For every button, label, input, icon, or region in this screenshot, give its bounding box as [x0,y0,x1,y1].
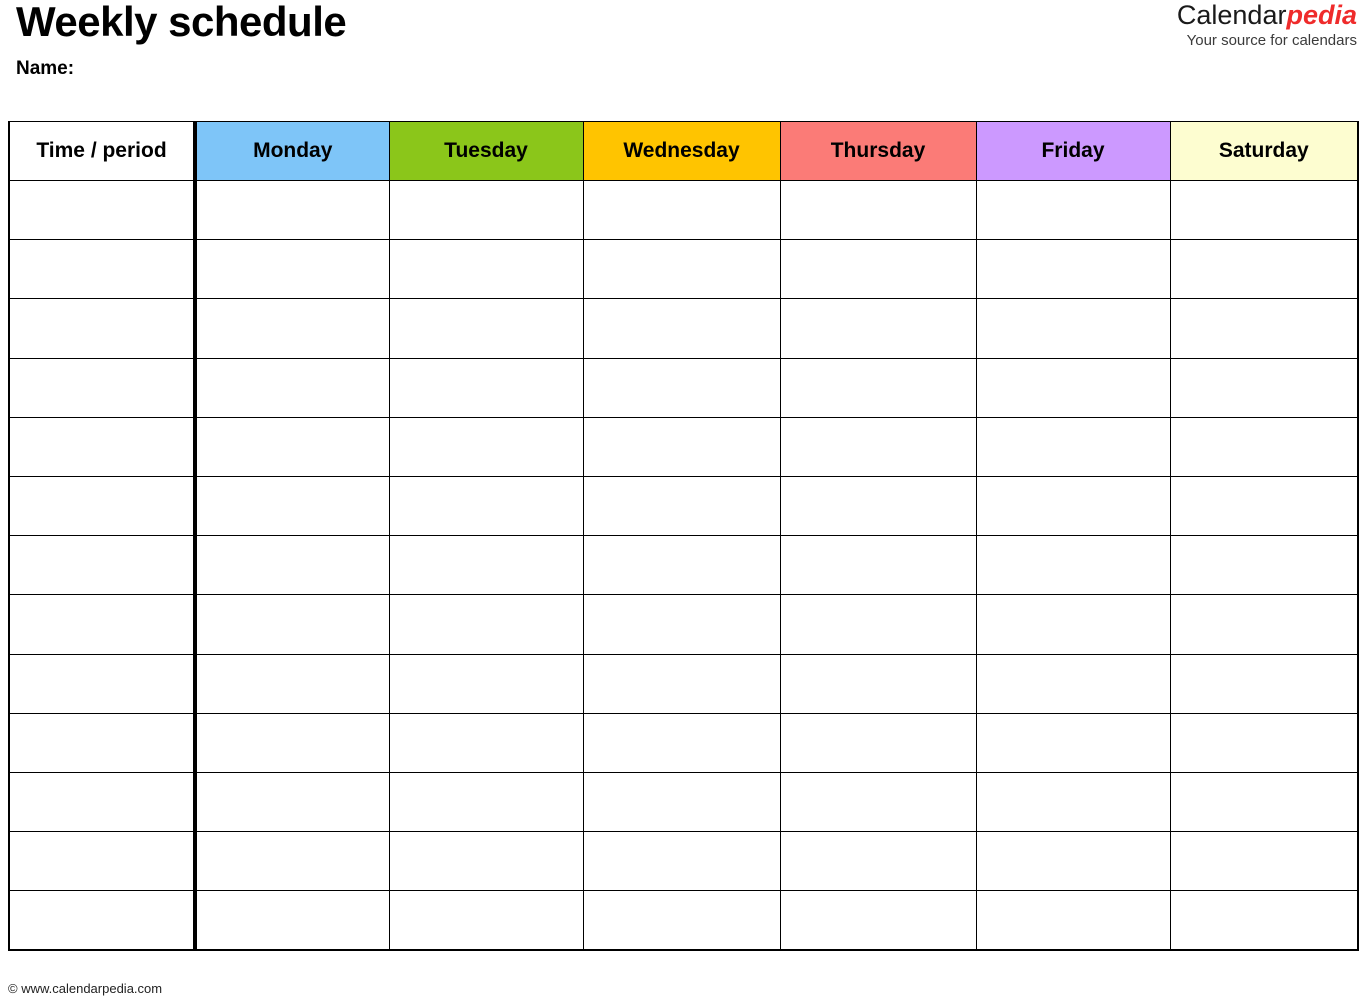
schedule-table-container [8,121,1357,951]
schedule-cell[interactable] [195,476,389,535]
page-title: Weekly schedule [16,0,347,45]
time-period-cell[interactable] [9,240,195,299]
schedule-cell[interactable] [195,832,389,891]
schedule-cell[interactable] [976,417,1170,476]
schedule-cell[interactable] [780,595,976,654]
brand-wordmark-second: pedia [1286,0,1357,30]
column-header-friday: Friday [976,122,1170,181]
column-header-monday: Monday [195,122,389,181]
table-body [9,181,1358,951]
schedule-cell[interactable] [583,536,780,595]
schedule-cell[interactable] [976,476,1170,535]
table-row [9,299,1358,358]
schedule-cell[interactable] [389,891,583,951]
schedule-cell[interactable] [583,358,780,417]
schedule-cell[interactable] [1170,536,1358,595]
time-period-cell[interactable] [9,654,195,713]
time-period-cell[interactable] [9,891,195,951]
schedule-cell[interactable] [195,299,389,358]
schedule-cell[interactable] [976,832,1170,891]
time-period-cell[interactable] [9,772,195,831]
schedule-cell[interactable] [195,713,389,772]
schedule-cell[interactable] [389,417,583,476]
schedule-cell[interactable] [976,536,1170,595]
schedule-cell[interactable] [1170,476,1358,535]
schedule-cell[interactable] [195,772,389,831]
brand-wordmark-first: Calendar [1176,0,1287,30]
schedule-cell[interactable] [780,358,976,417]
schedule-cell[interactable] [389,772,583,831]
schedule-cell[interactable] [976,240,1170,299]
schedule-cell[interactable] [583,181,780,240]
schedule-cell[interactable] [389,595,583,654]
schedule-cell[interactable] [195,240,389,299]
schedule-cell[interactable] [195,891,389,951]
schedule-cell[interactable] [976,654,1170,713]
schedule-cell[interactable] [1170,181,1358,240]
schedule-cell[interactable] [976,299,1170,358]
table-row [9,536,1358,595]
time-period-cell[interactable] [9,595,195,654]
brand-tagline: Your source for calendars [1186,32,1357,49]
schedule-cell[interactable] [780,713,976,772]
schedule-cell[interactable] [976,713,1170,772]
schedule-cell[interactable] [780,240,976,299]
table-row [9,832,1358,891]
schedule-cell[interactable] [389,832,583,891]
schedule-cell[interactable] [780,654,976,713]
schedule-cell[interactable] [389,536,583,595]
schedule-cell[interactable] [195,654,389,713]
schedule-cell[interactable] [195,595,389,654]
table-row [9,240,1358,299]
time-period-cell[interactable] [9,832,195,891]
schedule-cell[interactable] [780,536,976,595]
schedule-cell[interactable] [780,832,976,891]
schedule-cell[interactable] [583,832,780,891]
schedule-cell[interactable] [389,654,583,713]
schedule-cell[interactable] [780,417,976,476]
table-row [9,358,1358,417]
time-period-cell[interactable] [9,476,195,535]
time-period-cell[interactable] [9,536,195,595]
copyright-footer: © www.calendarpedia.com [8,981,163,996]
schedule-cell[interactable] [1170,654,1358,713]
schedule-cell[interactable] [976,891,1170,951]
schedule-cell[interactable] [583,476,780,535]
table-header-row [9,122,1358,181]
schedule-cell[interactable] [583,240,780,299]
schedule-cell[interactable] [389,240,583,299]
schedule-cell[interactable] [195,417,389,476]
time-period-cell[interactable] [9,299,195,358]
schedule-cell[interactable] [583,713,780,772]
schedule-cell[interactable] [583,654,780,713]
time-period-cell[interactable] [9,358,195,417]
schedule-cell[interactable] [976,358,1170,417]
schedule-cell[interactable] [1170,358,1358,417]
schedule-cell[interactable] [1170,891,1358,951]
schedule-cell[interactable] [976,772,1170,831]
schedule-cell[interactable] [1170,240,1358,299]
schedule-cell[interactable] [780,181,976,240]
schedule-cell[interactable] [780,772,976,831]
brand-logo [937,0,1357,51]
table-row [9,654,1358,713]
schedule-cell[interactable] [976,181,1170,240]
column-header-tuesday: Tuesday [389,122,583,181]
schedule-cell[interactable] [195,181,389,240]
schedule-cell[interactable] [780,299,976,358]
schedule-cell[interactable] [1170,713,1358,772]
table-row [9,595,1358,654]
table-row [9,476,1358,535]
schedule-cell[interactable] [976,595,1170,654]
time-period-cell[interactable] [9,713,195,772]
schedule-cell[interactable] [195,358,389,417]
schedule-cell[interactable] [780,891,976,951]
column-header-thursday: Thursday [780,122,976,181]
schedule-cell[interactable] [1170,832,1358,891]
weekly-schedule-table [8,121,1359,951]
schedule-cell[interactable] [1170,595,1358,654]
time-period-cell[interactable] [9,417,195,476]
schedule-cell[interactable] [195,536,389,595]
table-row [9,713,1358,772]
table-row [9,181,1358,240]
schedule-cell[interactable] [583,595,780,654]
column-header-time: Time / period [9,122,195,181]
schedule-cell[interactable] [1170,299,1358,358]
schedule-cell[interactable] [389,181,583,240]
column-header-saturday: Saturday [1170,122,1358,181]
schedule-cell[interactable] [583,417,780,476]
schedule-cell[interactable] [389,299,583,358]
page-header [8,0,1357,110]
schedule-cell[interactable] [583,299,780,358]
brand-wordmark [937,0,1357,30]
schedule-cell[interactable] [583,891,780,951]
schedule-cell[interactable] [389,358,583,417]
schedule-cell[interactable] [1170,417,1358,476]
schedule-cell[interactable] [389,713,583,772]
column-header-wednesday: Wednesday [583,122,780,181]
table-row [9,417,1358,476]
table-row [9,891,1358,951]
name-field-label: Name: [16,58,75,79]
schedule-cell[interactable] [389,476,583,535]
schedule-cell[interactable] [1170,772,1358,831]
table-row [9,772,1358,831]
schedule-cell[interactable] [583,772,780,831]
time-period-cell[interactable] [9,181,195,240]
schedule-cell[interactable] [780,476,976,535]
